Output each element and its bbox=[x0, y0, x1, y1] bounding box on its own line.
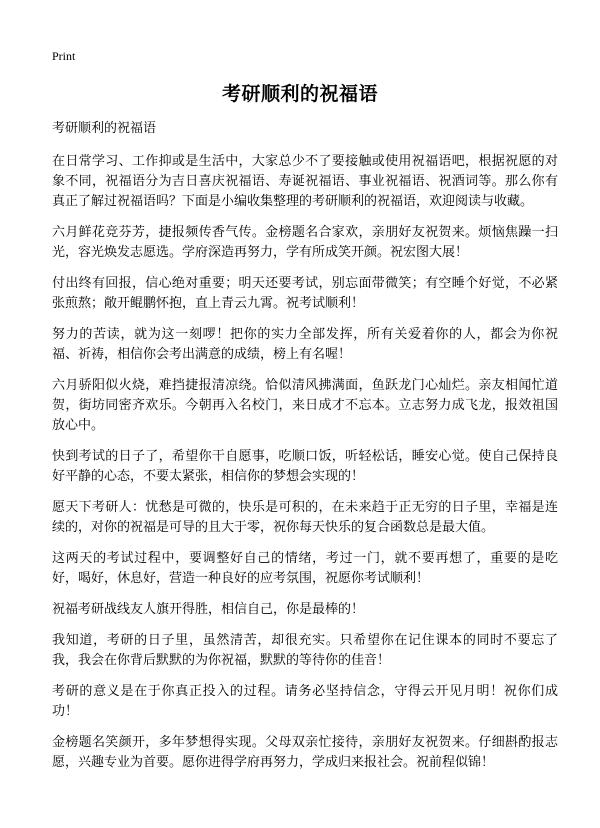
paragraph: 考研的意义是在于你真正投入的过程。请务必坚持信念，守得云开见月明！祝你们成功！ bbox=[52, 684, 558, 719]
paragraph-intro: 在日常学习、工作抑或是生活中，大家总少不了要接触或使用祝福语吧，根据祝愿的对象不同，祝福语分为吉日喜庆祝福语、寿诞祝福语、事业祝福语、祝酒词等。那么你有真正了解过祝福语吗？下面是小编收集整理的考研顺利的祝福语，欢迎阅读与收藏。 bbox=[52, 154, 558, 209]
print-label: Print bbox=[52, 49, 76, 63]
paragraph: 努力的苦读，就为这一刻啰！把你的实力全部发挥，所有关爱着你的人，都会为你祝福、祈祷，相信你会考出满意的成绩，榜上有名喔！ bbox=[52, 327, 558, 362]
paragraph: 快到考试的日子了，希望你干自愿事，吃顺口饭，听轻松话，睡安心觉。使自己保持良好平静的心态，不要太紧张，相信你的梦想会实现的！ bbox=[52, 449, 558, 484]
document-body bbox=[52, 119, 558, 784]
document-title: 考研顺利的祝福语 bbox=[221, 83, 378, 105]
paragraph: 金榜题名笑颜开，多年梦想得实现。父母双亲忙接待，亲朋好友祝贺来。仔细斟酌报志愿，兴趣专业为首要。愿你进得学府再努力，学成归来报社会。祝前程似锦！ bbox=[52, 735, 558, 770]
paragraph: 祝福考研战线友人旗开得胜，相信自己，你是最棒的！ bbox=[52, 602, 365, 617]
paragraph: 这两天的考试过程中，要调整好自己的情绪，考过一门，就不要再想了，重要的是吃好，喝好，休息好，营造一种良好的应考氛围，祝愿你考试顺利！ bbox=[52, 551, 558, 586]
paragraph: 六月骄阳似火烧，难挡捷报清凉绕。恰似清风拂满面，鱼跃龙门心灿烂。亲友相闻忙道贺，街坊同密齐欢乐。今朝再入名校门，来日成才不忘本。立志努力成飞龙，报效祖国放心中。 bbox=[52, 378, 558, 433]
paragraph: 付出终有回报，信心绝对重要；明天还要考试，别忘面带微笑；有空睡个好觉，不必紧张煎熬；敞开鲲鹏怀抱，直上青云九霄。祝考试顺利！ bbox=[52, 276, 558, 311]
paragraph: 我知道，考研的日子里，虽然清苦，却很充实。只希望你在记住课本的同时不要忘了我，我会在你背后默默的为你祝福，默默的等待你的佳音！ bbox=[52, 633, 558, 668]
document-subtitle: 考研顺利的祝福语 bbox=[52, 121, 157, 136]
paragraph: 六月鲜花竞芬芳，捷报频传香气传。金榜题名合家欢，亲朋好友祝贺来。烦恼焦躁一扫光，容光焕发志愿选。学府深造再努力，学有所成笑开颜。祝宏图大展！ bbox=[52, 225, 558, 260]
paragraph: 愿天下考研人：忧愁是可微的，快乐是可积的，在未来趋于正无穷的日子里，幸福是连续的，对你的祝福是可导的且大于零，祝你每天快乐的复合函数总是最大值。 bbox=[52, 500, 558, 535]
